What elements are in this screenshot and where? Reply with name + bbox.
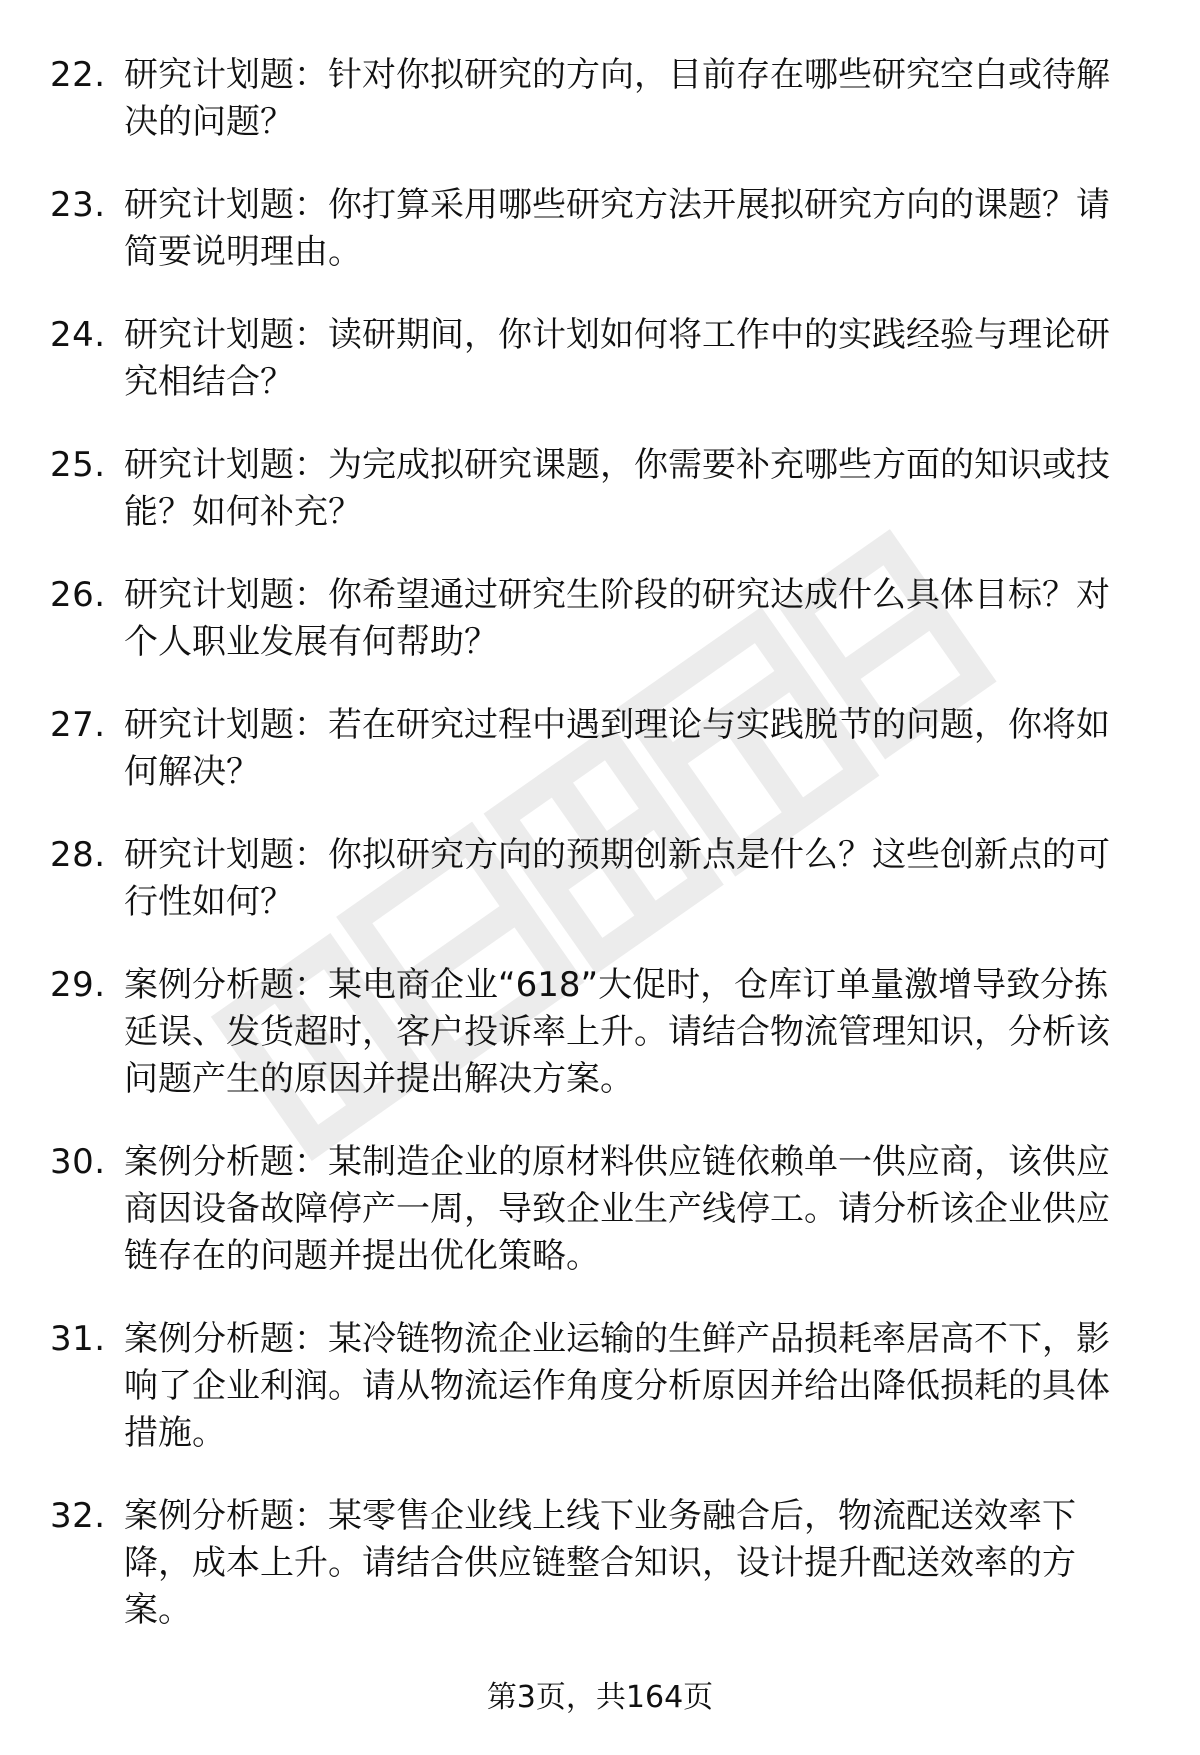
list-item — [50, 1316, 1135, 1457]
item-number: 22. — [50, 55, 106, 95]
item-number: 25. — [50, 445, 106, 485]
item-text: 研究计划题：你打算采用哪些研究方法开展拟研究方向的课题？请简要说明理由。 — [124, 185, 1110, 272]
list-item — [50, 832, 1135, 926]
page-footer: 第3页，共164页 — [486, 1680, 714, 1715]
question-list — [50, 52, 1135, 1670]
item-text: 案例分析题：某零售企业线上线下业务融合后，物流配送效率下降，成本上升。请结合供应链整合知识，设计提升配送效率的方案。 — [124, 1496, 1076, 1630]
item-number: 27. — [50, 705, 106, 745]
item-number: 29. — [50, 965, 106, 1005]
list-item — [50, 572, 1135, 666]
item-text: 案例分析题：某制造企业的原材料供应链依赖单一供应商，该供应商因设备故障停产一周，导致企业生产线停工。请分析该企业供应链存在的问题并提出优化策略。 — [124, 1142, 1110, 1276]
item-text: 研究计划题：读研期间，你计划如何将工作中的实践经验与理论研究相结合？ — [124, 315, 1110, 402]
item-text: 研究计划题：针对你拟研究的方向，目前存在哪些研究空白或待解决的问题？ — [124, 55, 1110, 142]
item-text: 研究计划题：你希望通过研究生阶段的研究达成什么具体目标？对个人职业发展有何帮助？ — [124, 575, 1110, 662]
item-text: 案例分析题：某电商企业“618”大促时，仓库订单量激增导致分拣延误、发货超时，客户投诉率上升。请结合物流管理知识，分析该问题产生的原因并提出解决方案。 — [124, 965, 1110, 1099]
item-text: 案例分析题：某冷链物流企业运输的生鲜产品损耗率居高不下，影响了企业利润。请从物流运作角度分析原因并给出降低损耗的具体措施。 — [124, 1319, 1110, 1453]
list-item — [50, 962, 1135, 1103]
list-item — [50, 702, 1135, 796]
item-number: 31. — [50, 1319, 106, 1359]
list-item — [50, 442, 1135, 536]
item-number: 26. — [50, 575, 106, 615]
item-number: 30. — [50, 1142, 106, 1182]
list-item — [50, 1139, 1135, 1280]
item-text: 研究计划题：你拟研究方向的预期创新点是什么？这些创新点的可行性如何？ — [124, 835, 1110, 922]
item-text: 研究计划题：若在研究过程中遇到理论与实践脱节的问题，你将如何解决？ — [124, 705, 1110, 792]
list-item — [50, 312, 1135, 406]
item-number: 28. — [50, 835, 106, 875]
item-number: 23. — [50, 185, 106, 225]
list-item — [50, 1493, 1135, 1634]
item-number: 32. — [50, 1496, 106, 1536]
list-item — [50, 182, 1135, 276]
item-text: 研究计划题：为完成拟研究课题，你需要补充哪些方面的知识或技能？如何补充？ — [124, 445, 1110, 532]
list-item — [50, 52, 1135, 146]
item-number: 24. — [50, 315, 106, 355]
